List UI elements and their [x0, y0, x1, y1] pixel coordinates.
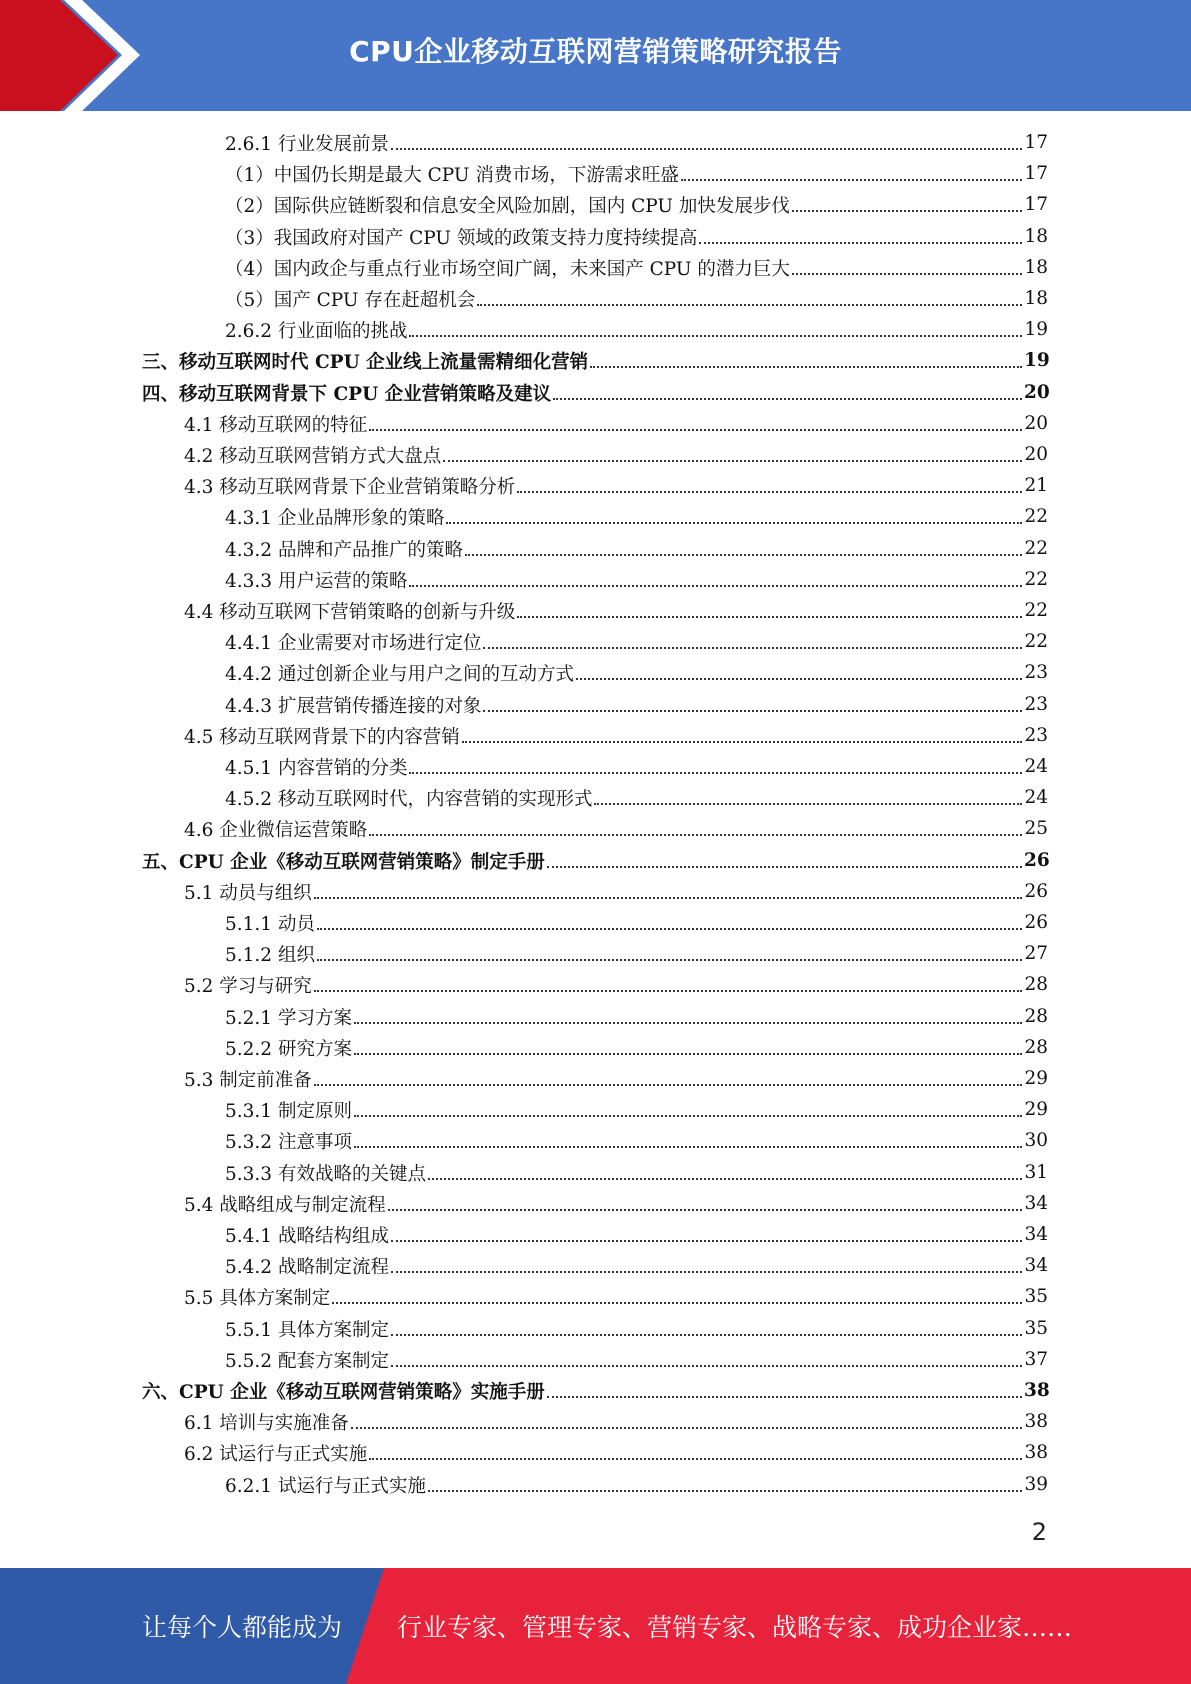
toc-entry-label: 4.2 移动互联网营销方式大盘点 — [184, 445, 442, 467]
toc-entry-page: 17 — [1024, 163, 1048, 184]
toc-entry-label: 5.3.2 注意事项 — [225, 1131, 352, 1153]
toc-entry-page: 30 — [1024, 1130, 1048, 1151]
toc-entry-page: 34 — [1024, 1255, 1048, 1276]
toc-entry-page: 38 — [1024, 1442, 1048, 1463]
toc-entry[interactable] — [225, 938, 1048, 969]
toc-entry-page: 18 — [1024, 257, 1048, 278]
toc-dot-leader — [391, 1333, 1022, 1336]
toc-dot-leader — [391, 1239, 1022, 1242]
toc-entry-page: 20 — [1024, 444, 1048, 465]
toc-dot-leader — [317, 958, 1022, 961]
toc-entry-page: 26 — [1024, 912, 1048, 933]
page-number: 2 — [1031, 1518, 1047, 1546]
toc-entry-label: 5.3.1 制定原则 — [225, 1100, 352, 1122]
report-title: CPU企业移动互联网营销策略研究报告 — [349, 35, 842, 68]
toc-entry-page: 34 — [1024, 1193, 1048, 1214]
toc-dot-leader — [465, 553, 1022, 556]
toc-entry-label: （3）我国政府对国产 CPU 领域的政策支持力度持续提高 — [225, 227, 698, 249]
toc-entry[interactable] — [184, 1063, 1048, 1094]
toc-entry-label: 4.5 移动互联网背景下的内容营销 — [184, 726, 460, 748]
toc-entry[interactable] — [225, 1032, 1048, 1063]
toc-dot-leader — [314, 989, 1022, 992]
toc-dot-leader — [699, 241, 1022, 244]
toc-dot-leader — [314, 1083, 1022, 1086]
toc-entry-label: 5.4 战略组成与制定流程 — [184, 1194, 386, 1216]
toc-entry-label: 5.2.2 研究方案 — [225, 1038, 352, 1060]
toc-entry[interactable] — [225, 1313, 1048, 1344]
toc-entry-label: 2.6.2 行业面临的挑战 — [225, 320, 408, 342]
toc-entry[interactable] — [225, 1094, 1048, 1125]
toc-entry-page: 34 — [1024, 1224, 1048, 1245]
toc-entry-label: 五、CPU 企业《移动互联网营销策略》制定手册 — [142, 851, 545, 873]
toc-entry-label: （4）国内政企与重点行业市场空间广阔，未来国产 CPU 的潜力巨大 — [225, 258, 790, 280]
toc-dot-leader — [517, 615, 1022, 618]
toc-entry[interactable] — [184, 1188, 1048, 1219]
toc-entry-label: 4.4.3 扩展营销传播连接的对象 — [225, 695, 482, 717]
toc-entry[interactable] — [184, 876, 1048, 907]
toc-entry[interactable] — [142, 845, 1048, 876]
toc-entry-page: 22 — [1024, 538, 1048, 559]
toc-dot-leader — [483, 709, 1022, 712]
toc-entry-label: 4.1 移动互联网的特征 — [184, 414, 368, 436]
toc-entry[interactable] — [225, 189, 1048, 220]
toc-entry-page: 17 — [1024, 132, 1048, 153]
toc-dot-leader — [792, 272, 1022, 275]
toc-dot-leader — [681, 178, 1022, 181]
toc-entry-page: 17 — [1024, 194, 1048, 215]
toc-dot-leader — [547, 865, 1022, 868]
footer-slogan-left: 让每个人都能成为 — [142, 1613, 343, 1642]
toc-entry-page: 24 — [1024, 787, 1048, 808]
toc-entry-page: 19 — [1024, 319, 1048, 340]
toc-entry-page: 28 — [1024, 1037, 1048, 1058]
toc-entry[interactable] — [225, 1469, 1048, 1500]
toc-entry[interactable] — [225, 1344, 1048, 1375]
toc-entry[interactable] — [225, 657, 1048, 688]
toc-entry[interactable] — [225, 533, 1048, 564]
toc-entry[interactable] — [225, 1250, 1048, 1281]
toc-entry[interactable] — [142, 377, 1048, 408]
toc-dot-leader — [391, 147, 1022, 150]
toc-entry-page: 22 — [1024, 600, 1048, 621]
toc-entry-page: 28 — [1024, 1006, 1048, 1027]
toc-entry-label: 六、CPU 企业《移动互联网营销策略》实施手册 — [142, 1381, 545, 1403]
toc-dot-leader — [391, 1364, 1022, 1367]
toc-entry-page: 22 — [1024, 506, 1048, 527]
toc-entry-page: 26 — [1024, 850, 1050, 871]
toc-entry-page: 28 — [1024, 974, 1048, 995]
toc-dot-leader — [388, 1208, 1022, 1211]
toc-entry-page: 22 — [1024, 631, 1048, 652]
toc-entry[interactable] — [184, 439, 1048, 470]
toc-dot-leader — [547, 1395, 1022, 1398]
toc-entry-label: 5.3 制定前准备 — [184, 1069, 312, 1091]
toc-entry-label: 4.6 企业微信运营策略 — [184, 819, 368, 841]
toc-entry-label: 5.1 动员与组织 — [184, 882, 312, 904]
toc-entry[interactable] — [225, 689, 1048, 720]
toc-entry[interactable] — [225, 1157, 1048, 1188]
toc-entry-page: 38 — [1024, 1380, 1050, 1401]
toc-entry-page: 19 — [1024, 350, 1050, 371]
toc-dot-leader — [443, 459, 1022, 462]
toc-entry[interactable] — [225, 158, 1048, 189]
toc-dot-leader — [351, 1426, 1022, 1429]
toc-entry[interactable] — [225, 283, 1048, 314]
toc-dot-leader — [477, 303, 1022, 306]
toc-dot-leader — [553, 397, 1022, 400]
toc-entry-label: 5.4.2 战略制定流程 — [225, 1256, 389, 1278]
toc-entry[interactable] — [184, 595, 1048, 626]
toc-dot-leader — [576, 677, 1022, 680]
toc-entry[interactable] — [225, 626, 1048, 657]
toc-entry-label: 5.3.3 有效战略的关键点 — [225, 1163, 426, 1185]
toc-entry-label: （1）中国仍长期是最大 CPU 消费市场，下游需求旺盛 — [225, 164, 679, 186]
toc-entry-page: 26 — [1024, 881, 1048, 902]
toc-entry[interactable] — [225, 907, 1048, 938]
toc-entry-label: 6.2.1 试运行与正式实施 — [225, 1475, 426, 1497]
toc-entry-label: 5.5.1 具体方案制定 — [225, 1319, 389, 1341]
toc-dot-leader — [391, 1270, 1022, 1273]
toc-entry[interactable] — [142, 1375, 1048, 1406]
toc-entry[interactable] — [225, 1001, 1048, 1032]
toc-dot-leader — [354, 1021, 1022, 1024]
toc-entry[interactable] — [225, 1219, 1048, 1250]
toc-dot-leader — [462, 740, 1022, 743]
toc-entry-label: 4.5.2 移动互联网时代，内容营销的实现形式 — [225, 788, 593, 810]
toc-entry[interactable] — [225, 314, 1048, 345]
toc-dot-leader — [354, 1114, 1022, 1117]
footer-slogan-right: 行业专家、管理专家、营销专家、战略专家、成功企业家…… — [397, 1613, 1073, 1642]
toc-entry-label: 4.3.3 用户运营的策略 — [225, 570, 408, 592]
toc-entry-page: 31 — [1024, 1162, 1048, 1183]
toc-entry[interactable] — [225, 782, 1048, 813]
toc-entry-label: 6.2 试运行与正式实施 — [184, 1443, 368, 1465]
toc-dot-leader — [369, 1457, 1022, 1460]
toc-entry-label: 4.3.1 企业品牌形象的策略 — [225, 507, 445, 529]
page-footer — [0, 1568, 1191, 1684]
toc-entry-label: 4.3.2 品牌和产品推广的策略 — [225, 539, 463, 561]
toc-entry-label: 6.1 培训与实施准备 — [184, 1412, 349, 1434]
toc-entry-page: 23 — [1024, 662, 1048, 683]
toc-entry-page: 25 — [1024, 818, 1048, 839]
toc-dot-leader — [354, 1052, 1022, 1055]
toc-entry[interactable] — [184, 408, 1048, 439]
toc-entry[interactable] — [184, 470, 1048, 501]
toc-dot-leader — [409, 771, 1022, 774]
toc-entry-page: 27 — [1024, 943, 1048, 964]
toc-entry-page: 29 — [1024, 1099, 1048, 1120]
toc-entry-label: 4.5.1 内容营销的分类 — [225, 757, 408, 779]
toc-entry-label: 2.6.1 行业发展前景 — [225, 133, 389, 155]
toc-dot-leader — [594, 802, 1022, 805]
toc-entry-label: 5.1.2 组织 — [225, 944, 315, 966]
toc-entry-page: 20 — [1024, 382, 1050, 403]
toc-entry-label: 5.4.1 战略结构组成 — [225, 1225, 389, 1247]
toc-entry[interactable] — [225, 1125, 1048, 1156]
toc-dot-leader — [409, 584, 1022, 587]
toc-entry-page: 35 — [1024, 1286, 1048, 1307]
toc-entry-label: 5.2.1 学习方案 — [225, 1007, 352, 1029]
toc-dot-leader — [428, 1489, 1022, 1492]
toc-entry[interactable] — [184, 1406, 1048, 1437]
toc-entry[interactable] — [225, 564, 1048, 595]
toc-entry[interactable] — [225, 127, 1048, 158]
toc-entry-page: 21 — [1024, 475, 1048, 496]
toc-entry[interactable] — [184, 720, 1048, 751]
toc-entry[interactable] — [225, 221, 1048, 252]
toc-entry[interactable] — [225, 501, 1048, 532]
toc-entry-label: 三、移动互联网时代 CPU 企业线上流量需精细化营销 — [142, 351, 589, 373]
toc-entry-label: 5.5.2 配套方案制定 — [225, 1350, 389, 1372]
toc-entry-label: 4.4.1 企业需要对市场进行定位 — [225, 632, 482, 654]
toc-entry-label: 5.1.1 动员 — [225, 913, 315, 935]
toc-entry-page: 23 — [1024, 725, 1048, 746]
toc-dot-leader — [428, 1177, 1022, 1180]
toc-entry[interactable] — [184, 1281, 1048, 1312]
toc-dot-leader — [314, 896, 1022, 899]
toc-entry-label: （2）国际供应链断裂和信息安全风险加剧，国内 CPU 加快发展步伐 — [225, 195, 790, 217]
toc-dot-leader — [317, 927, 1022, 930]
toc-entry-label: 四、移动互联网背景下 CPU 企业营销策略及建议 — [142, 383, 552, 405]
toc-entry-page: 38 — [1024, 1411, 1048, 1432]
toc-dot-leader — [483, 646, 1022, 649]
toc-entry-page: 18 — [1024, 288, 1048, 309]
toc-entry-page: 18 — [1024, 226, 1048, 247]
toc-entry-page: 22 — [1024, 569, 1048, 590]
toc-entry-label: 4.3 移动互联网背景下企业营销策略分析 — [184, 476, 516, 498]
toc-entry-label: 4.4.2 通过创新企业与用户之间的互动方式 — [225, 663, 574, 685]
toc-entry[interactable] — [142, 345, 1048, 376]
toc-entry[interactable] — [225, 252, 1048, 283]
toc-dot-leader — [332, 1301, 1022, 1304]
toc-entry-page: 37 — [1024, 1349, 1048, 1370]
toc-entry-label: 5.2 学习与研究 — [184, 975, 312, 997]
toc-entry-label: （5）国产 CPU 存在赶超机会 — [225, 289, 476, 311]
toc-dot-leader — [409, 334, 1022, 337]
toc-entry-label: 5.5 具体方案制定 — [184, 1287, 331, 1309]
toc-dot-leader — [590, 365, 1022, 368]
toc-entry-page: 39 — [1024, 1474, 1048, 1495]
toc-entry-label: 4.4 移动互联网下营销策略的创新与升级 — [184, 601, 516, 623]
toc-entry-page: 35 — [1024, 1318, 1048, 1339]
toc-dot-leader — [354, 1145, 1022, 1148]
toc-entry[interactable] — [184, 1437, 1048, 1468]
toc-entry-page: 29 — [1024, 1068, 1048, 1089]
toc-dot-leader — [369, 428, 1022, 431]
toc-entry-page: 20 — [1024, 413, 1048, 434]
toc-entry-page: 23 — [1024, 694, 1048, 715]
toc-entry-page: 24 — [1024, 756, 1048, 777]
toc-entry[interactable] — [184, 969, 1048, 1000]
toc-dot-leader — [446, 521, 1022, 524]
toc-dot-leader — [369, 833, 1022, 836]
toc-entry[interactable] — [184, 813, 1048, 844]
toc-entry[interactable] — [225, 751, 1048, 782]
page-header — [0, 0, 1191, 111]
toc-dot-leader — [517, 490, 1022, 493]
toc-dot-leader — [792, 209, 1022, 212]
